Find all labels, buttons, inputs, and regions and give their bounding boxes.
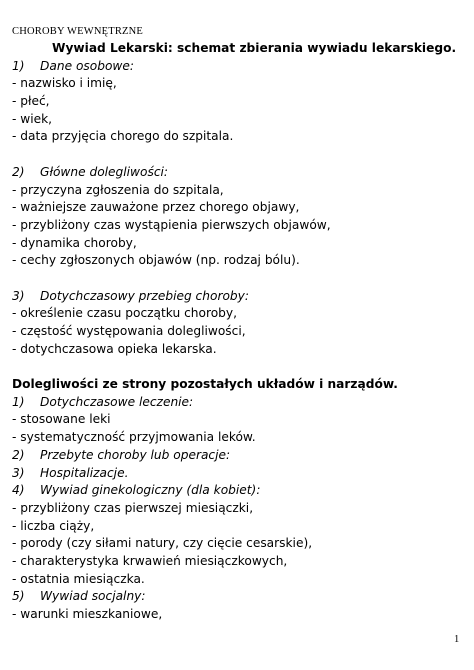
subsection-heading (12, 482, 462, 500)
list-item: - data przyjęcia chorego do szpitala. (12, 129, 234, 144)
list-item: - przybliżony czas wystąpienia pierwszych objawów, (12, 217, 331, 232)
list-item: - określenie czasu początku choroby, (12, 306, 237, 321)
list-item: - porody (czy siłami natury, czy cięcie cesarskie), (12, 536, 313, 551)
list-item: - dotychczasowa opieka lekarska. (12, 341, 217, 356)
subsection-heading-text: Wywiad socjalny: (40, 589, 146, 604)
section-heading (12, 164, 462, 182)
subsection-number: 4) (12, 483, 25, 498)
list-item: - liczba ciąży, (12, 518, 95, 533)
running-header: CHOROBY WEWNĘTRZNE (12, 26, 144, 37)
subsection-number: 1) (12, 394, 25, 409)
section-heading (12, 58, 462, 76)
list-item: - stosowane leki (12, 412, 111, 427)
list-item: - wiek, (12, 111, 53, 126)
subsection-number: 3) (12, 465, 25, 480)
subsection-heading-text: Dotychczasowe leczenie: (40, 394, 194, 409)
section-heading (12, 288, 462, 306)
section-number: 3) (12, 288, 25, 303)
subsection-heading-text: Wywiad ginekologiczny (dla kobiet): (40, 483, 261, 498)
list-item: - dynamika choroby, (12, 235, 137, 250)
list-item: - przyczyna zgłoszenia do szpitala, (12, 182, 224, 197)
subsection-heading (12, 447, 462, 465)
section-heading-text: Dane osobowe: (40, 58, 134, 73)
spacer (12, 358, 462, 376)
list-item: - charakterystyka krwawień miesiączkowych, (12, 553, 288, 568)
subsection-heading (12, 465, 462, 483)
subsection-heading (12, 394, 462, 412)
list-item: - systematyczność przyjmowania leków. (12, 430, 256, 445)
document-body (12, 40, 462, 624)
subsection-heading-text: Hospitalizacje. (40, 465, 129, 480)
section-number: 1) (12, 58, 25, 73)
spacer (12, 146, 462, 164)
list-item: - ważniejsze zauważone przez chorego objawy, (12, 200, 300, 215)
list-item: - cechy zgłoszonych objawów (np. rodzaj bólu). (12, 253, 300, 268)
section-heading-text: Główne dolegliwości: (40, 164, 169, 179)
spacer (12, 270, 462, 288)
list-item: - ostatnia miesiączka. (12, 571, 145, 586)
list-item: - nazwisko i imię, (12, 76, 117, 91)
subsection-heading (12, 588, 462, 606)
section-subtitle: Dolegliwości ze strony pozostałych układów i narządów. (12, 377, 398, 392)
page-number: 1 (454, 634, 460, 645)
document-title: Wywiad Lekarski: schemat zbierania wywiadu lekarskiego. (52, 41, 457, 55)
subsection-heading-text: Przebyte choroby lub operacje: (40, 447, 231, 462)
subsection-number: 2) (12, 447, 25, 462)
list-item: - warunki mieszkaniowe, (12, 607, 163, 621)
list-item: - częstość występowania dolegliwości, (12, 324, 246, 338)
list-item: - płeć, (12, 94, 50, 109)
list-item: - przybliżony czas pierwszej miesiączki, (12, 500, 254, 515)
section-number: 2) (12, 164, 25, 179)
section-heading-text: Dotychczasowy przebieg choroby: (40, 288, 249, 303)
subsection-number: 5) (12, 589, 25, 604)
